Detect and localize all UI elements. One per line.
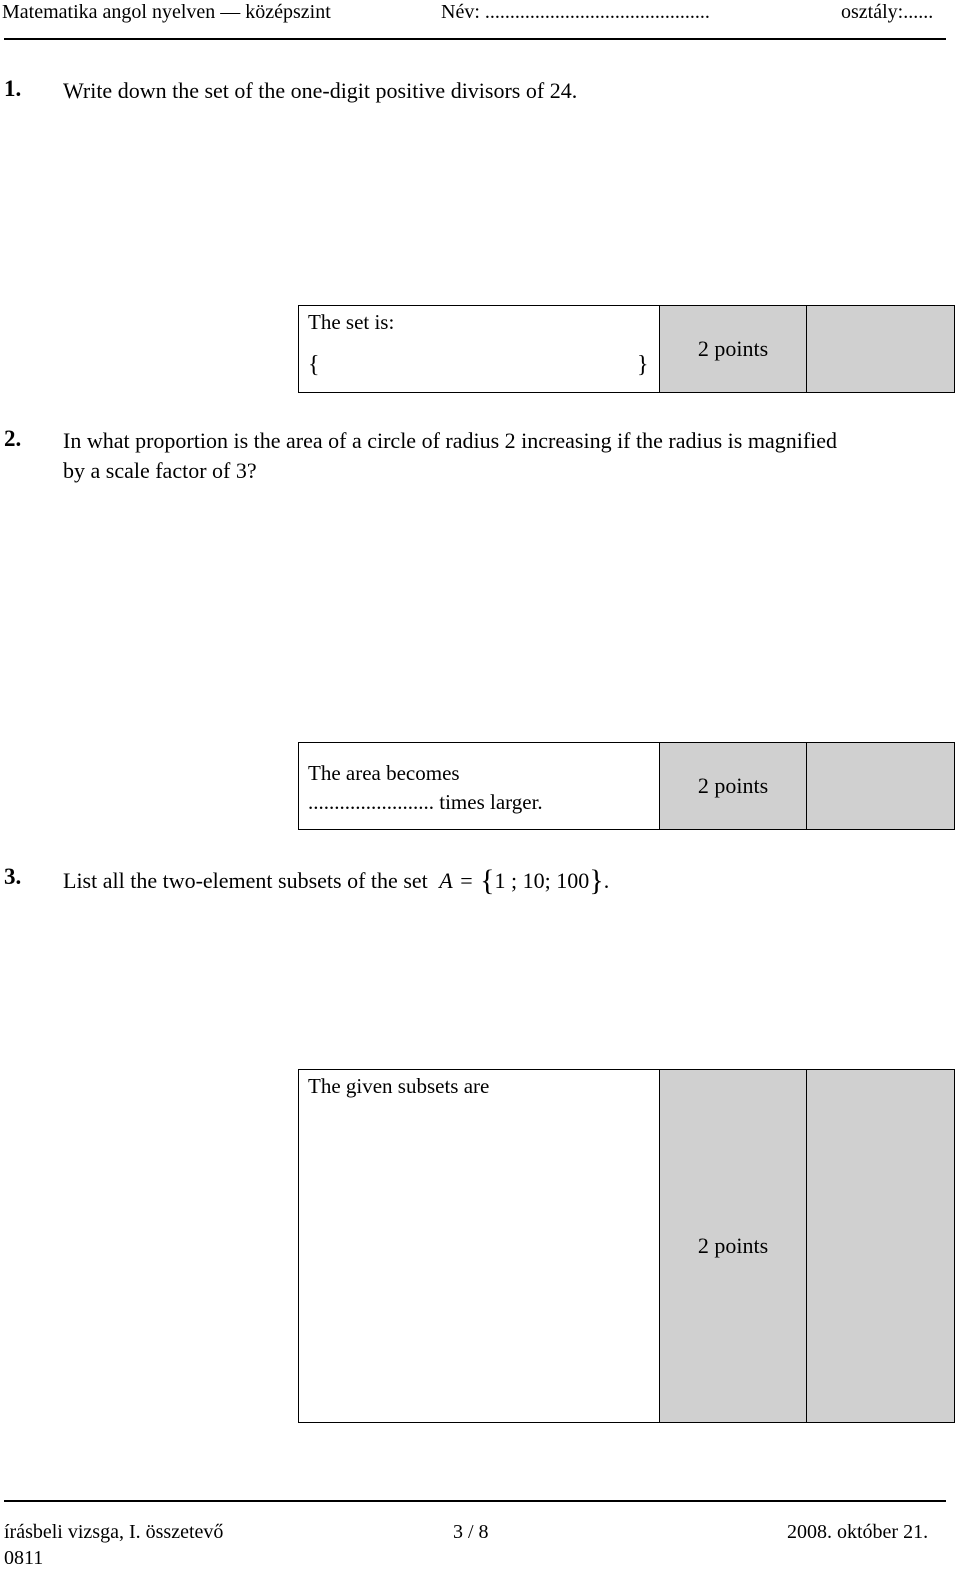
question-3-answer-label: The given subsets are xyxy=(308,1074,490,1098)
question-1-text: Write down the set of the one-digit positive divisors of 24. xyxy=(63,78,578,103)
question-3-set-variable: A xyxy=(439,868,453,893)
footer-rule xyxy=(4,1500,946,1502)
question-3-number: 3. xyxy=(4,864,22,889)
question-2-score-box xyxy=(806,742,955,830)
header-class-field: osztály:...... xyxy=(841,1,934,23)
question-2-answer-suffix: ........................ times larger. xyxy=(308,790,543,814)
question-3-text-main: List all the two-element subsets of the set xyxy=(63,868,428,893)
question-1-points: 2 points xyxy=(697,336,769,361)
question-1-brace-close: } xyxy=(637,352,649,378)
question-2-text-line2: by a scale factor of 3? xyxy=(63,458,257,483)
question-1-number: 1. xyxy=(4,76,22,101)
question-3-points: 2 points xyxy=(697,1233,769,1258)
header-name-field: Név: ............................................. xyxy=(441,1,710,23)
question-1-points-box xyxy=(659,305,807,393)
question-2-text-line1: In what proportion is the area of a circle of radius 2 increasing if the radius is magnified xyxy=(63,428,838,453)
question-2-answer-label: The area becomes xyxy=(308,761,460,785)
question-3-set-period: . xyxy=(603,868,610,893)
question-3-set-elements: 1 ; 10; 100 xyxy=(494,868,590,893)
question-3-text xyxy=(63,864,609,896)
question-2-points: 2 points xyxy=(697,773,769,798)
footer-exam-label: írásbeli vizsga, I. összetevő xyxy=(4,1521,224,1543)
footer-code: 0811 xyxy=(4,1547,44,1569)
question-2-points-box xyxy=(659,742,807,830)
header-rule xyxy=(4,38,946,40)
question-3-set-brace-open: { xyxy=(480,864,495,897)
question-1-score-box xyxy=(806,305,955,393)
question-1-answer-label: The set is: xyxy=(308,310,395,334)
footer-date: 2008. október 21. xyxy=(787,1521,929,1543)
question-3-set-brace-close: } xyxy=(589,864,604,897)
question-3-answer-box[interactable] xyxy=(298,1069,660,1423)
question-3-score-box xyxy=(806,1069,955,1423)
question-1-brace-open: { xyxy=(308,352,320,378)
question-3-set-equals: = xyxy=(460,868,473,893)
footer-page-number: 3 / 8 xyxy=(453,1521,489,1543)
question-3-points-box xyxy=(659,1069,807,1423)
question-2-number: 2. xyxy=(4,426,22,451)
header-subject: Matematika angol nyelven — középszint xyxy=(2,1,331,23)
question-1-answer-box[interactable] xyxy=(298,305,660,393)
question-2-answer-box[interactable] xyxy=(298,742,660,830)
